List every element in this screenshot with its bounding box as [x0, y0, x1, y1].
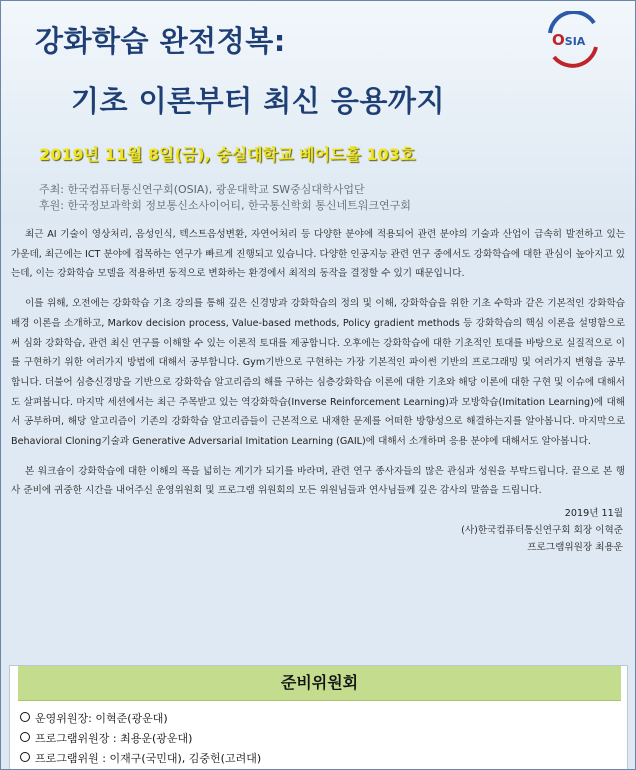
committee-title: 준비위원회	[18, 666, 621, 701]
signature-date: 2019년 11월	[564, 508, 623, 520]
sponsor-line: 후원: 한국정보과학회 정보통신소사이어티, 한국통신학회 통신네트워크연구회	[39, 199, 411, 212]
committee-member-item	[20, 749, 261, 769]
committee-member-item	[20, 709, 261, 729]
committee-section	[9, 665, 628, 770]
signature-chair: (사)한국컴퓨터통신연구회 회장 이혁준	[461, 525, 623, 537]
committee-member-text: 프로그램위원 : 이재구(국민대), 김중헌(고려대)	[35, 752, 262, 765]
logo-text: SIA	[564, 35, 586, 48]
title-line-1: 강화학습 완전정복:	[35, 24, 286, 58]
circle-bullet-icon	[20, 752, 30, 762]
committee-member-item	[20, 729, 261, 749]
committee-members	[20, 709, 261, 769]
committee-member-text: 운영위원장: 이혁준(광운대)	[35, 712, 168, 725]
signature-program-chair: 프로그램위원장 최용운	[527, 542, 623, 554]
circle-bullet-icon	[20, 712, 30, 722]
intro-paragraph-1: 최근 AI 기술이 영상처리, 음성인식, 텍스트음성변환, 자연어처리 등 다양한 분야에 적용되어 관련 분야의 기술과 산업이 급속히 발전하고 있는 가운데, 최근에는 ICT 분야에 접목하는 연구가 빠르게 진행되고 있습니다. 다양한 인공지능 관련 연구 중에서도 강화학습에 대한 관심이 높아지고 있는데, 이는 강화학습 모델을 적용하면 동적으로 변화하는 환경에서 최적의 동작을 결정할 수 있기 때문입니다.	[11, 229, 625, 280]
title-line-2: 기초 이론부터 최신 응용까지	[71, 84, 445, 118]
signature-block	[11, 505, 625, 556]
svg-text:OSIA: OSIA	[552, 31, 586, 49]
committee-member-text: 프로그램위원장 : 최용운(광운대)	[35, 732, 193, 745]
intro-paragraph-3: 본 워크숍이 강화학습에 대한 이해의 폭을 넓히는 계기가 되기를 바라며, 관련 연구 종사자들의 많은 관심과 성원을 부탁드립니다. 끝으로 본 행사 준비에 귀중한 시간을 내어주신 운영위원회 및 프로그램 위원회의 모든 위원님들과 연사님들께 깊은 감사의 말씀을 드립니다.	[11, 465, 625, 497]
osia-logo	[544, 11, 602, 69]
intro-body	[11, 225, 625, 556]
circle-bullet-icon	[20, 732, 30, 742]
intro-paragraph-2: 이를 위해, 오전에는 강화학습 기초 강의를 통해 깊은 신경망과 강화학습의 정의 및 이해, 강화학습을 위한 기초 수학과 같은 기본적인 강화학습 배경 이론을 소개하고, Markov decision process, Value-based methods, Policy gradient methods 등 강화학습의 핵심 이론을 설명함으로써 심화 강화학습, 관련 최신 연구를 이해할 수 있는 이론적 토대를 제공합니다. 오후에는 강화학습에 대한 기초적인 토대를 바탕으로 실질적으로 이를 구현하기 위한 여러가지 방법에 대해서 공부합니다. Gym기반으로 구현하는 가장 기본적인 파이썬 기반의 프로그래밍 및 여러가지 변형을 공부합니다. 더불어 심층신경망을 기반으로 강화학습 알고리즘의 해를 구하는 심층강화학습 이론에 대한 기초와 해당 이론에 대한 구현 및 이슈에 대해서도 살펴봅니다. 마지막 세션에서는 최근 주목받고 있는 역강화학습(Inverse Reinforcement Learning)과 모방학습(Imitation Learning)에 대해서 공부하며, 해당 알고리즘이 기존의 강화학습 알고리즘들이 근본적으로 내재한 문제를 어떠한 방향성으로 해결하는지를 알아봅니다. 마지막으로 Behavioral Cloning기술과 Generative Adversarial Imitation Learning (GAIL)에 대해서 소개하며 응용 분야에 대해서도 알아봅니다.	[11, 298, 625, 448]
event-date-venue: 2019년 11월 8일(금), 숭실대학교 베어드홀 103호	[39, 145, 416, 164]
header	[1, 1, 635, 223]
host-line: 주최: 한국컴퓨터통신연구회(OSIA), 광운대학교 SW중심대학사업단	[39, 183, 365, 196]
